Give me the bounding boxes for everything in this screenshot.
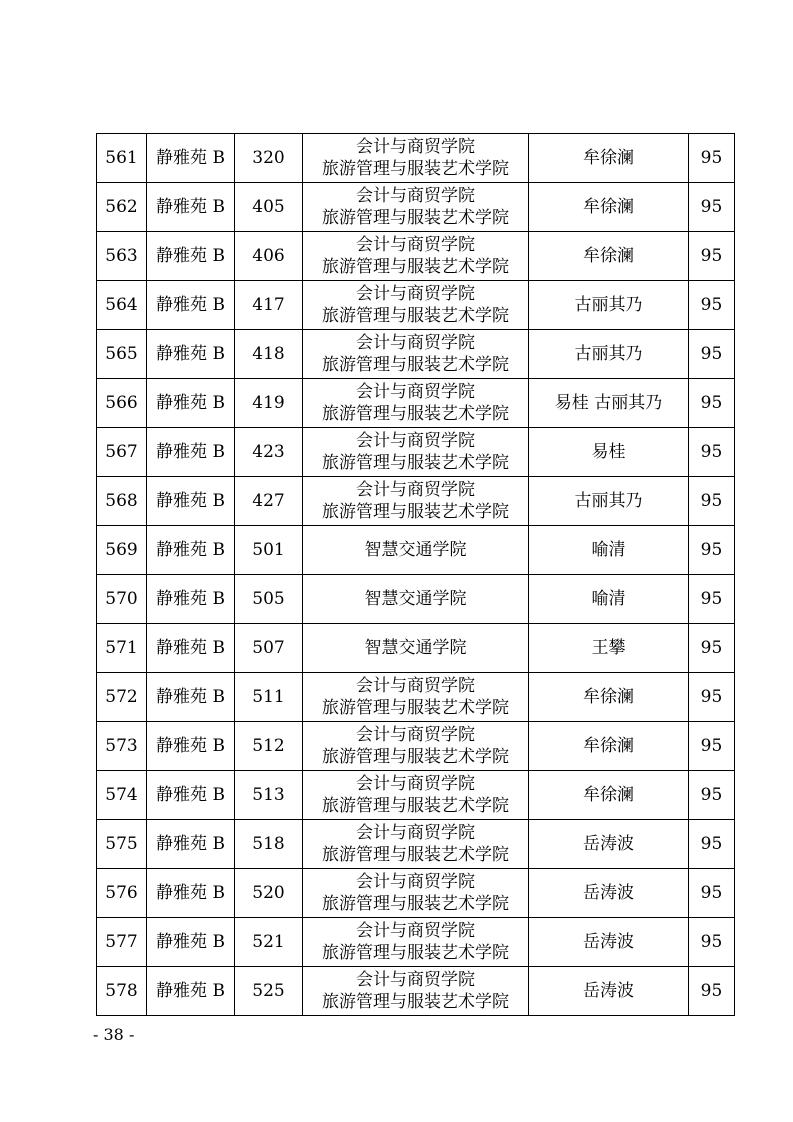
college-cell — [303, 624, 529, 673]
table-row — [97, 134, 735, 183]
building-cell: 静雅苑 B — [147, 330, 235, 379]
person-cell: 牟徐澜 — [529, 771, 689, 820]
college-line: 智慧交通学院 — [364, 540, 467, 560]
college-line: 旅游管理与服装艺术学院 — [322, 453, 509, 473]
building-cell: 静雅苑 B — [147, 134, 235, 183]
person-cell: 牟徐澜 — [529, 722, 689, 771]
building-cell: 静雅苑 B — [147, 771, 235, 820]
college-cell — [303, 232, 529, 281]
building-cell: 静雅苑 B — [147, 477, 235, 526]
building-cell: 静雅苑 B — [147, 967, 235, 1016]
person-cell: 岳涛波 — [529, 869, 689, 918]
table-row — [97, 477, 735, 526]
table-row — [97, 673, 735, 722]
table-row — [97, 869, 735, 918]
table-row — [97, 428, 735, 477]
college-line: 会计与商贸学院 — [356, 382, 475, 402]
person-cell: 牟徐澜 — [529, 232, 689, 281]
row-number-cell: 561 — [97, 134, 147, 183]
room-number-cell: 511 — [235, 673, 303, 722]
college-cell — [303, 477, 529, 526]
row-number-cell: 572 — [97, 673, 147, 722]
room-number-cell: 320 — [235, 134, 303, 183]
dormitory-table — [96, 133, 735, 1016]
college-line: 会计与商贸学院 — [356, 235, 475, 255]
row-number-cell: 569 — [97, 526, 147, 575]
building-cell: 静雅苑 B — [147, 428, 235, 477]
room-number-cell: 418 — [235, 330, 303, 379]
building-cell: 静雅苑 B — [147, 232, 235, 281]
college-line: 会计与商贸学院 — [356, 333, 475, 353]
person-cell: 古丽其乃 — [529, 281, 689, 330]
row-number-cell: 578 — [97, 967, 147, 1016]
score-cell: 95 — [689, 918, 735, 967]
score-cell: 95 — [689, 771, 735, 820]
row-number-cell: 568 — [97, 477, 147, 526]
college-line: 会计与商贸学院 — [356, 872, 475, 892]
room-number-cell: 427 — [235, 477, 303, 526]
college-cell — [303, 379, 529, 428]
building-cell: 静雅苑 B — [147, 575, 235, 624]
table-row — [97, 379, 735, 428]
college-line: 会计与商贸学院 — [356, 725, 475, 745]
row-number-cell: 575 — [97, 820, 147, 869]
table-row — [97, 281, 735, 330]
score-cell: 95 — [689, 281, 735, 330]
table-row — [97, 820, 735, 869]
score-cell: 95 — [689, 722, 735, 771]
row-number-cell: 574 — [97, 771, 147, 820]
room-number-cell: 417 — [235, 281, 303, 330]
row-number-cell: 562 — [97, 183, 147, 232]
college-cell — [303, 820, 529, 869]
college-cell — [303, 673, 529, 722]
score-cell: 95 — [689, 477, 735, 526]
college-line: 会计与商贸学院 — [356, 431, 475, 451]
row-number-cell: 566 — [97, 379, 147, 428]
college-line: 旅游管理与服装艺术学院 — [322, 894, 509, 914]
table-row — [97, 967, 735, 1016]
room-number-cell: 518 — [235, 820, 303, 869]
table-row — [97, 771, 735, 820]
building-cell: 静雅苑 B — [147, 869, 235, 918]
college-line: 旅游管理与服装艺术学院 — [322, 306, 509, 326]
page-number: - 38 - — [93, 1025, 135, 1044]
table-row — [97, 918, 735, 967]
score-cell: 95 — [689, 575, 735, 624]
score-cell: 95 — [689, 330, 735, 379]
row-number-cell: 564 — [97, 281, 147, 330]
college-cell — [303, 330, 529, 379]
college-line: 会计与商贸学院 — [356, 823, 475, 843]
building-cell: 静雅苑 B — [147, 918, 235, 967]
college-line: 会计与商贸学院 — [356, 774, 475, 794]
table-row — [97, 526, 735, 575]
score-cell: 95 — [689, 183, 735, 232]
room-number-cell: 521 — [235, 918, 303, 967]
person-cell: 喻清 — [529, 575, 689, 624]
college-line: 旅游管理与服装艺术学院 — [322, 502, 509, 522]
building-cell: 静雅苑 B — [147, 722, 235, 771]
table-body — [97, 134, 735, 1016]
row-number-cell: 577 — [97, 918, 147, 967]
score-cell: 95 — [689, 134, 735, 183]
score-cell: 95 — [689, 624, 735, 673]
college-line: 旅游管理与服装艺术学院 — [322, 404, 509, 424]
table-row — [97, 232, 735, 281]
row-number-cell: 570 — [97, 575, 147, 624]
college-line: 旅游管理与服装艺术学院 — [322, 257, 509, 277]
college-line: 旅游管理与服装艺术学院 — [322, 747, 509, 767]
college-line: 旅游管理与服装艺术学院 — [322, 159, 509, 179]
college-cell — [303, 722, 529, 771]
room-number-cell: 512 — [235, 722, 303, 771]
building-cell: 静雅苑 B — [147, 281, 235, 330]
row-number-cell: 567 — [97, 428, 147, 477]
college-line: 旅游管理与服装艺术学院 — [322, 992, 509, 1012]
building-cell: 静雅苑 B — [147, 379, 235, 428]
college-line: 智慧交通学院 — [364, 589, 467, 609]
score-cell: 95 — [689, 820, 735, 869]
room-number-cell: 423 — [235, 428, 303, 477]
room-number-cell: 513 — [235, 771, 303, 820]
college-line: 智慧交通学院 — [364, 638, 467, 658]
college-cell — [303, 526, 529, 575]
building-cell: 静雅苑 B — [147, 820, 235, 869]
college-line: 旅游管理与服装艺术学院 — [322, 355, 509, 375]
building-cell: 静雅苑 B — [147, 624, 235, 673]
score-cell: 95 — [689, 673, 735, 722]
score-cell: 95 — [689, 526, 735, 575]
college-cell — [303, 967, 529, 1016]
college-line: 会计与商贸学院 — [356, 186, 475, 206]
person-cell: 古丽其乃 — [529, 330, 689, 379]
person-cell: 牟徐澜 — [529, 183, 689, 232]
college-line: 会计与商贸学院 — [356, 921, 475, 941]
score-cell: 95 — [689, 869, 735, 918]
room-number-cell: 419 — [235, 379, 303, 428]
college-line: 旅游管理与服装艺术学院 — [322, 796, 509, 816]
building-cell: 静雅苑 B — [147, 673, 235, 722]
person-cell: 岳涛波 — [529, 820, 689, 869]
room-number-cell: 406 — [235, 232, 303, 281]
college-line: 会计与商贸学院 — [356, 676, 475, 696]
building-cell: 静雅苑 B — [147, 526, 235, 575]
college-cell — [303, 869, 529, 918]
college-line: 旅游管理与服装艺术学院 — [322, 698, 509, 718]
person-cell: 易桂 — [529, 428, 689, 477]
college-cell — [303, 428, 529, 477]
college-cell — [303, 575, 529, 624]
table-row — [97, 330, 735, 379]
college-cell — [303, 771, 529, 820]
row-number-cell: 571 — [97, 624, 147, 673]
college-line: 会计与商贸学院 — [356, 284, 475, 304]
college-line: 会计与商贸学院 — [356, 970, 475, 990]
row-number-cell: 573 — [97, 722, 147, 771]
score-cell: 95 — [689, 232, 735, 281]
person-cell: 王攀 — [529, 624, 689, 673]
table-row — [97, 722, 735, 771]
room-number-cell: 501 — [235, 526, 303, 575]
room-number-cell: 505 — [235, 575, 303, 624]
room-number-cell: 525 — [235, 967, 303, 1016]
room-number-cell: 520 — [235, 869, 303, 918]
person-cell: 牟徐澜 — [529, 673, 689, 722]
table-row — [97, 575, 735, 624]
college-cell — [303, 281, 529, 330]
college-line: 旅游管理与服装艺术学院 — [322, 208, 509, 228]
score-cell: 95 — [689, 428, 735, 477]
room-number-cell: 507 — [235, 624, 303, 673]
college-cell — [303, 918, 529, 967]
college-line: 会计与商贸学院 — [356, 137, 475, 157]
college-line: 旅游管理与服装艺术学院 — [322, 943, 509, 963]
room-number-cell: 405 — [235, 183, 303, 232]
row-number-cell: 565 — [97, 330, 147, 379]
college-cell — [303, 134, 529, 183]
score-cell: 95 — [689, 967, 735, 1016]
person-cell: 岳涛波 — [529, 918, 689, 967]
person-cell: 牟徐澜 — [529, 134, 689, 183]
college-cell — [303, 183, 529, 232]
college-line: 会计与商贸学院 — [356, 480, 475, 500]
row-number-cell: 576 — [97, 869, 147, 918]
person-cell: 古丽其乃 — [529, 477, 689, 526]
table-row — [97, 624, 735, 673]
person-cell: 岳涛波 — [529, 967, 689, 1016]
college-line: 旅游管理与服装艺术学院 — [322, 845, 509, 865]
table-row — [97, 183, 735, 232]
building-cell: 静雅苑 B — [147, 183, 235, 232]
row-number-cell: 563 — [97, 232, 147, 281]
person-cell: 易桂 古丽其乃 — [529, 379, 689, 428]
score-cell: 95 — [689, 379, 735, 428]
person-cell: 喻清 — [529, 526, 689, 575]
